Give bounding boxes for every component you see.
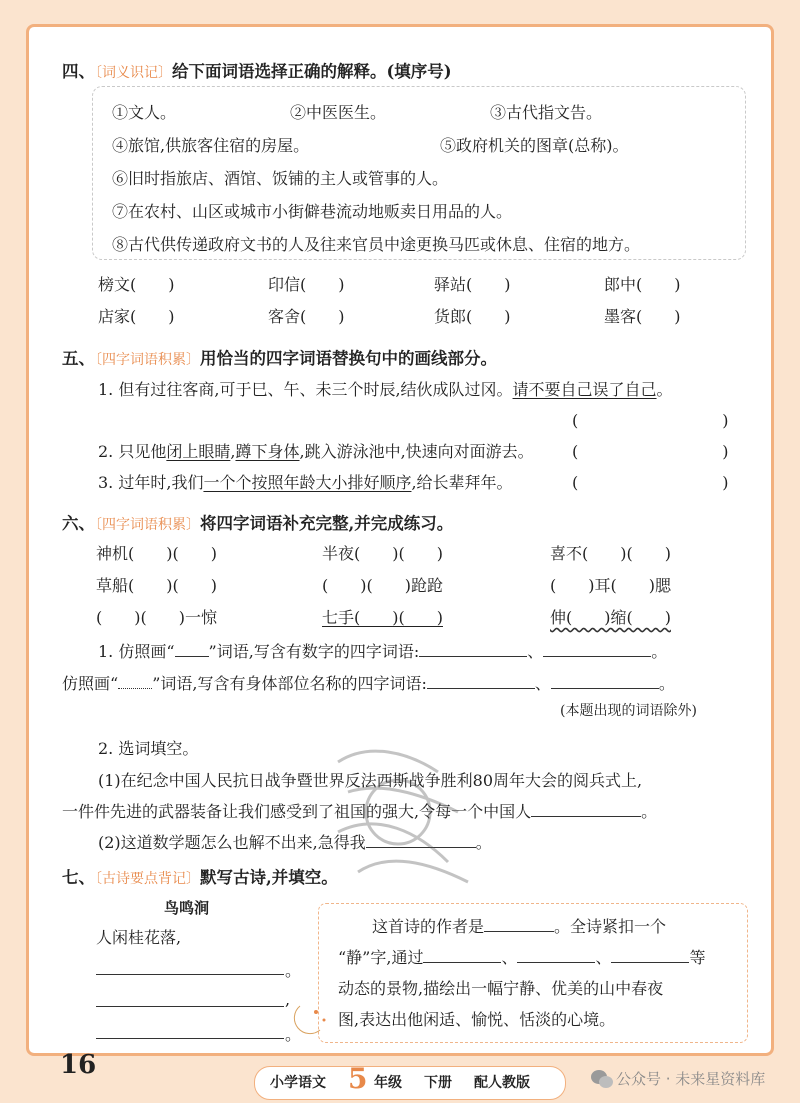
idiom-item[interactable]: ( )( )一惊 bbox=[96, 608, 217, 627]
question-5-2: 2. 只见他闭上眼睛,蹲下身体,跳入游泳池中,快速向对面游去。 bbox=[98, 442, 534, 461]
word-item[interactable]: 客舍( ) bbox=[268, 307, 345, 326]
answer-paren[interactable]: ( ) bbox=[572, 411, 729, 430]
watermark-stamp-icon bbox=[318, 722, 478, 892]
section-5-heading: 五、〔四字词语积累〕用恰当的四字词语替换句中的画线部分。 bbox=[62, 349, 497, 368]
poem-punct: 。 bbox=[285, 1025, 302, 1044]
poem-box-line-1: 这首诗的作者是 。全诗紧扣一个 bbox=[372, 917, 667, 936]
section-7-heading: 七、〔古诗要点背记〕默写古诗,并填空。 bbox=[62, 868, 338, 887]
section-4-heading: 四、〔词义识记〕给下面词语选择正确的解释。(填序号) bbox=[62, 62, 452, 81]
definition-6: ⑥旧时指旅店、酒馆、饭铺的主人或管事的人。 bbox=[112, 169, 449, 188]
word-item[interactable]: 印信( ) bbox=[268, 275, 345, 294]
poem-blank-line[interactable] bbox=[96, 1006, 284, 1007]
definition-8: ⑧古代供传递政府文书的人及往来官员中途更换马匹或休息、住宿的地方。 bbox=[112, 235, 641, 254]
footer-term: 下册 bbox=[424, 1075, 452, 1091]
footer-grade: 年级 bbox=[374, 1075, 402, 1091]
word-item[interactable]: 店家( ) bbox=[98, 307, 175, 326]
idiom-item[interactable]: 草船( )( ) bbox=[96, 576, 217, 595]
section-6-heading: 六、〔四字词语积累〕将四字词语补充完整,并完成练习。 bbox=[62, 514, 454, 533]
exercise-6-2-1a: (1)在纪念中国人民抗日战争暨世界反法西斯战争胜利80周年大会的阅兵式上, bbox=[98, 771, 643, 790]
footer-grade-number: 5 bbox=[348, 1062, 368, 1095]
idiom-item[interactable]: 喜不( )( ) bbox=[550, 544, 671, 563]
idiom-item[interactable]: 半夜( )( ) bbox=[322, 544, 443, 563]
answer-paren[interactable]: ( ) bbox=[572, 473, 729, 492]
question-5-1: 1. 但有过往客商,可于巳、午、未三个时辰,结伙成队过冈。请不要自己误了自己。 bbox=[98, 380, 673, 399]
word-item[interactable]: 货郎( ) bbox=[434, 307, 511, 326]
question-5-3: 3. 过年时,我们一个个按照年龄大小排好顺序,给长辈拜年。 bbox=[98, 473, 513, 492]
poem-blank-line[interactable] bbox=[96, 974, 284, 975]
word-item[interactable]: 驿站( ) bbox=[434, 275, 511, 294]
definition-1: ①文人。 bbox=[112, 103, 177, 122]
footer-subject: 小学语文 bbox=[270, 1075, 326, 1091]
definition-7: ⑦在农村、山区或城市小街僻巷流动地贩卖日用品的人。 bbox=[112, 202, 513, 221]
word-item[interactable]: 榜文( ) bbox=[98, 275, 175, 294]
definition-4: ④旅馆,供旅客住宿的房屋。 bbox=[112, 136, 310, 155]
poem-punct: 。 bbox=[285, 961, 302, 980]
exercise-6-2: 2. 选词填空。 bbox=[98, 739, 199, 758]
poem-blank-line[interactable] bbox=[96, 1038, 284, 1039]
idiom-item[interactable]: 神机( )( ) bbox=[96, 544, 217, 563]
idiom-item[interactable]: ( )( )跄跄 bbox=[322, 576, 443, 595]
word-item[interactable]: 墨客( ) bbox=[604, 307, 681, 326]
exercise-6-1b: 仿照画“ ”词语,写含有身体部位名称的四字词语: 、 。 bbox=[62, 674, 675, 693]
definition-3: ③古代指文告。 bbox=[490, 103, 603, 122]
footer-edition: 配人教版 bbox=[474, 1075, 530, 1091]
note: (本题出现的词语除外) bbox=[560, 703, 697, 719]
exercise-6-2-1b: 一件件先进的武器装备让我们感受到了祖国的强大,令每一个中国人 。 bbox=[62, 802, 658, 821]
definition-5: ⑤政府机关的图章(总称)。 bbox=[440, 136, 629, 155]
poem-punct: , bbox=[285, 990, 291, 1009]
idiom-item-wavy[interactable]: 伸( )缩( ) bbox=[550, 608, 671, 627]
word-item[interactable]: 郎中( ) bbox=[604, 275, 681, 294]
exercise-6-2-2: (2)这道数学题怎么也解不出来,急得我 。 bbox=[98, 833, 492, 852]
wechat-icon bbox=[590, 1068, 614, 1090]
watermark-text: 公众号 · 未来星资料库 bbox=[616, 1070, 766, 1088]
idiom-item[interactable]: ( )耳( )腮 bbox=[550, 576, 671, 595]
poem-box-line-3: 动态的景物,描绘出一幅宁静、优美的山中春夜 bbox=[338, 979, 664, 998]
page-number: 16 bbox=[60, 1050, 97, 1080]
poem-title: 鸟鸣涧 bbox=[164, 899, 210, 917]
answer-paren[interactable]: ( ) bbox=[572, 442, 729, 461]
idiom-item-underlined[interactable]: 七手( )( ) bbox=[322, 608, 443, 627]
poem-box-line-4: 图,表达出他闲适、愉悦、恬淡的心境。 bbox=[338, 1010, 616, 1029]
exercise-6-1a: 1. 仿照画“ ”词语,写含有数字的四字词语: 、 。 bbox=[98, 642, 668, 661]
definition-2: ②中医医生。 bbox=[290, 103, 387, 122]
poem-box-line-2: “静”字,通过 、 、 等 bbox=[338, 948, 706, 967]
poem-line-1: 人闲桂花落, bbox=[96, 928, 182, 947]
